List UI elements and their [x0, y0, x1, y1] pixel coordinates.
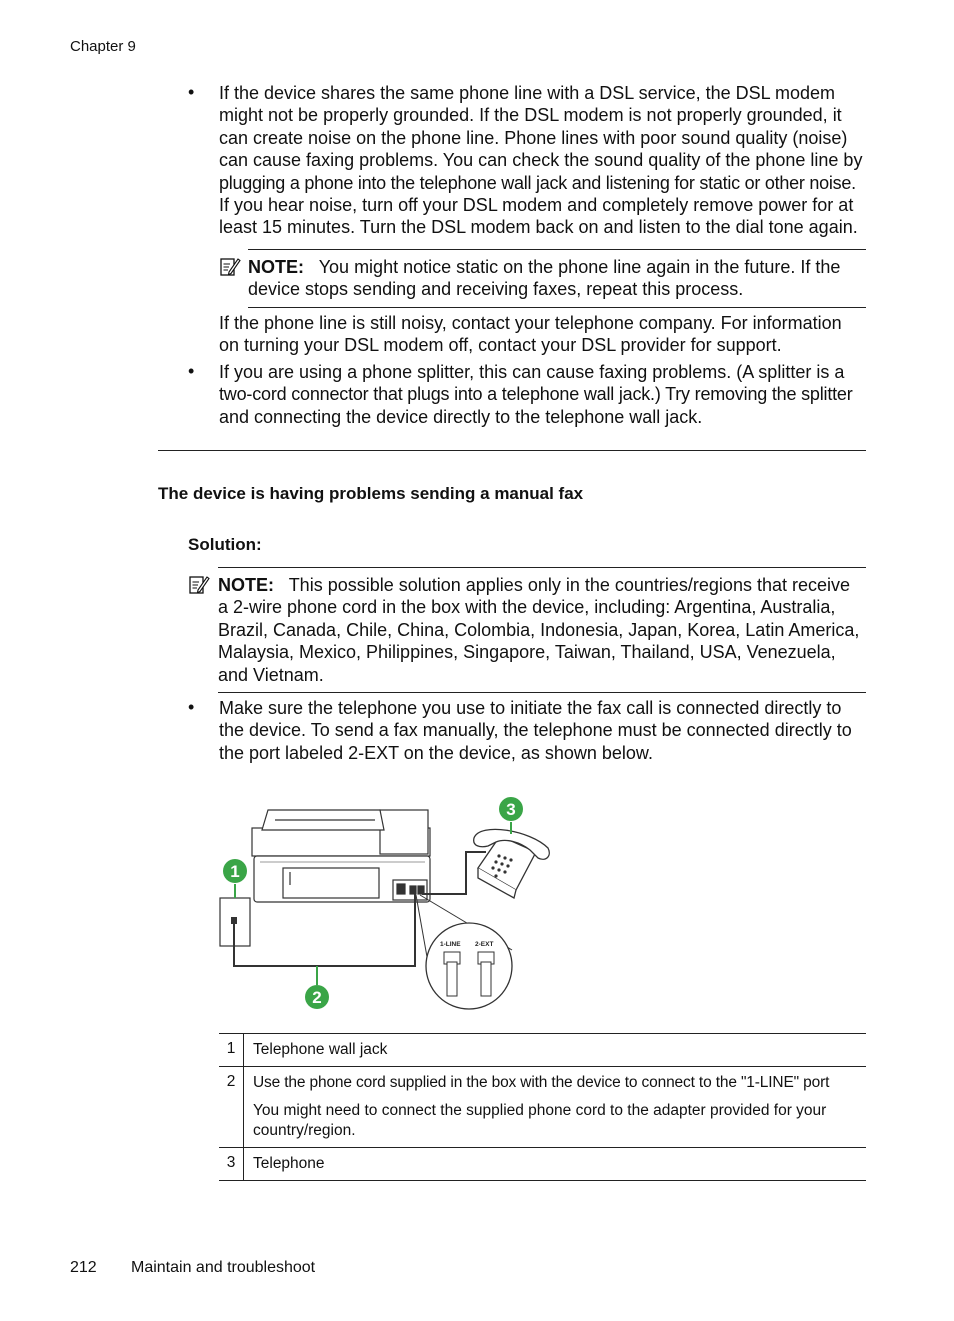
note-text: Malaysia, Mexico, Philippines, Singapore, Taiwan, Thailand, USA, Venezuela,	[218, 642, 836, 663]
text-line: the device. To send a fax manually, the telephone must be connected directly to	[219, 720, 852, 741]
bullet-phone-splitter	[219, 361, 879, 428]
port-2-ext-label: 2-EXT	[475, 941, 494, 948]
telephone-illustration	[474, 829, 550, 898]
text-line: If the device shares the same phone line with a DSL service, the DSL modem	[219, 83, 835, 103]
bullet-marker: •	[188, 82, 195, 102]
bullet-telephone-connection	[219, 697, 879, 764]
footer-section-title: Maintain and troubleshoot	[131, 1259, 316, 1276]
legend-number: 2	[219, 1067, 244, 1148]
legend-text: You might need to connect the supplied phone cord to the adapter provided for your country/region.	[253, 1102, 827, 1139]
callout-1	[223, 859, 247, 898]
note-text: Brazil, Canada, Chile, China, Colombia, Indonesia, Japan, Korea, Latin America,	[218, 619, 860, 640]
callout-number: 3	[506, 800, 516, 819]
legend-description	[244, 1148, 867, 1181]
text-line: might not be properly grounded. If the DSL modem is not properly grounded, it	[219, 105, 842, 126]
text-line: If you are using a phone splitter, this can cause faxing problems. (A splitter is a	[219, 362, 845, 382]
legend-text: Telephone wall jack	[253, 1041, 388, 1058]
note-two-wire-cord	[218, 574, 878, 686]
note-icon	[219, 256, 241, 278]
text-line: If the phone line is still noisy, contact your telephone company. For information	[219, 313, 842, 333]
legend-number: 1	[219, 1034, 244, 1067]
paragraph-still-noisy	[219, 312, 879, 357]
note-bottom-rule	[218, 692, 866, 693]
bullet-marker: •	[188, 697, 195, 717]
table-row	[219, 1067, 866, 1148]
diagram-legend-table	[219, 1033, 866, 1181]
text-line: the port labeled 2-EXT on the device, as shown below.	[219, 742, 653, 763]
text-line: plugging a phone into the telephone wall jack and listening for static or other noise.	[219, 172, 856, 193]
note-static	[248, 256, 868, 301]
note-bottom-rule	[248, 307, 866, 308]
section-heading: The device is having problems sending a manual fax	[158, 484, 584, 503]
table-row	[219, 1034, 866, 1067]
callout-number: 1	[230, 862, 240, 881]
text-line: least 15 minutes. Turn the DSL modem back on and listen to the dial tone again.	[219, 217, 858, 238]
note-text: This possible solution applies only in the countries/regions that receive	[288, 575, 851, 595]
note-top-rule	[218, 567, 866, 568]
page-number: 212	[70, 1259, 97, 1276]
bullet-marker: •	[188, 361, 195, 381]
table-row	[219, 1148, 866, 1181]
callout-number: 2	[312, 988, 322, 1007]
note-text: and Vietnam.	[218, 664, 324, 685]
connection-diagram	[210, 790, 560, 1020]
legend-text: Telephone	[253, 1155, 325, 1172]
legend-number: 3	[219, 1148, 244, 1181]
callout-2	[305, 966, 329, 1009]
note-icon	[188, 574, 210, 596]
port-1-line-label: 1-LINE	[440, 941, 461, 948]
text-line: two-cord connector that plugs into a telephone wall jack.) Try removing the splitter	[219, 384, 853, 405]
legend-description	[244, 1034, 867, 1067]
callout-3	[499, 797, 523, 834]
legend-text: Use the phone cord supplied in the box with the device to connect to the "1-LINE" port	[253, 1074, 830, 1091]
note-text: a 2-wire phone cord in the box with the device, including: Argentina, Australia,	[218, 597, 836, 618]
note-text: device stops sending and receiving faxes, repeat this process.	[248, 279, 744, 300]
port-detail-magnifier	[416, 895, 512, 1009]
bullet-dsl-modem	[219, 82, 879, 239]
text-line: can cause faxing problems. You can check the sound quality of the phone line by	[219, 150, 863, 171]
note-label: NOTE:	[248, 257, 304, 277]
solution-label: Solution:	[188, 535, 262, 554]
note-top-rule	[248, 249, 866, 250]
text-line: and connecting the device directly to the telephone wall jack.	[219, 406, 703, 427]
chapter-header: Chapter 9	[70, 38, 136, 55]
section-divider	[158, 450, 866, 451]
note-label: NOTE:	[218, 575, 274, 595]
legend-description	[244, 1067, 867, 1148]
text-line: Make sure the telephone you use to initiate the fax call is connected directly to	[219, 698, 842, 718]
note-text: You might notice static on the phone line again in the future. If the	[318, 257, 841, 277]
text-line: If you hear noise, turn off your DSL modem and completely remove power for at	[219, 195, 854, 216]
text-line: can create noise on the phone line. Phone lines with poor sound quality (noise)	[219, 127, 848, 148]
text-line: on turning your DSL modem off, contact your DSL provider for support.	[219, 335, 782, 356]
fax-device-illustration	[252, 810, 430, 902]
